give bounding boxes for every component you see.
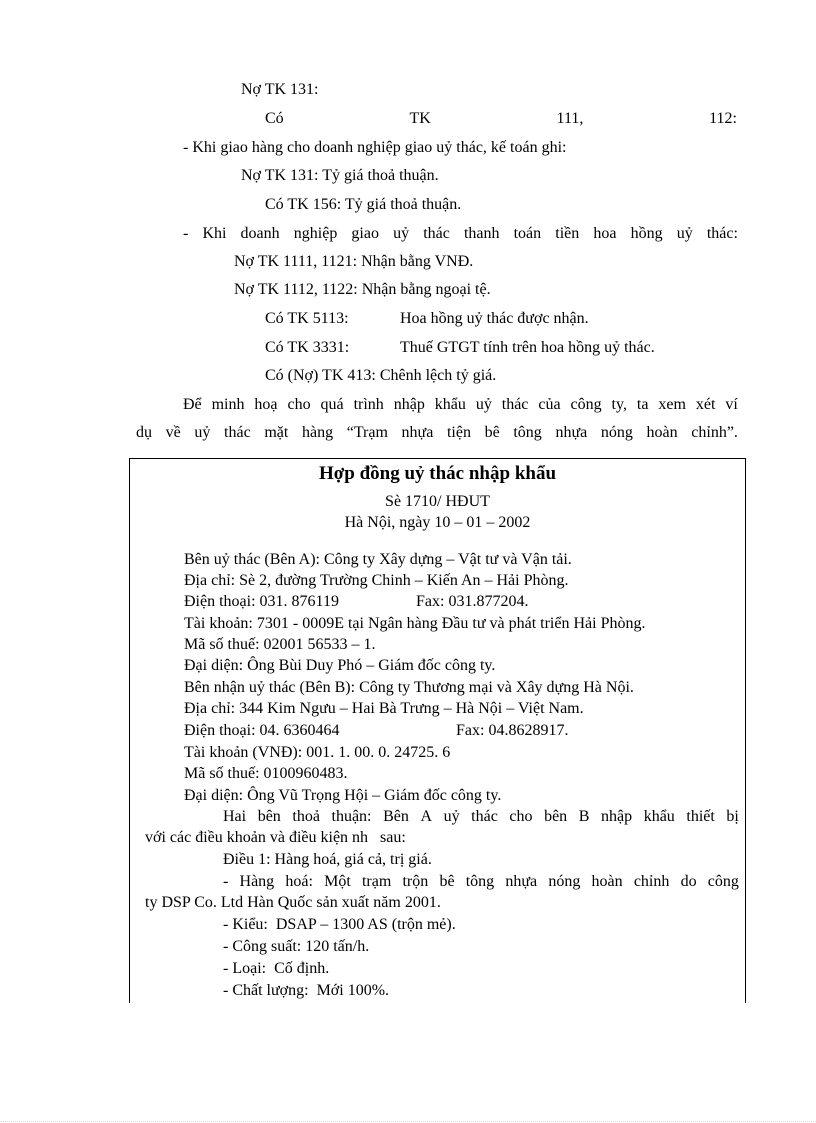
party-a-phone: Điện thoại: 031. 876119 — [184, 593, 339, 610]
entry-credit-5113-desc: Hoa hồng uỷ thác được nhận. — [400, 310, 589, 327]
word: do — [680, 873, 697, 890]
paragraph-intro-line1 — [183, 395, 738, 415]
entry-credit-111-112 — [265, 109, 737, 129]
word: dụ — [136, 424, 152, 441]
word: thác — [224, 424, 251, 441]
word: toán — [513, 225, 542, 242]
word: hoa — [593, 225, 617, 242]
word: thác — [423, 225, 450, 242]
party-b-rep: Đại diện: Ông Vũ Trọng Hội – Giám đốc công ty. — [184, 787, 502, 804]
word: thiết — [686, 808, 715, 825]
spec-type: - Loại: Cố định. — [223, 960, 330, 977]
contract-box — [129, 458, 746, 1003]
word: thác — [501, 396, 529, 413]
entry-debit-131: Nợ TK 131: — [241, 81, 319, 98]
word: chỉnh — [633, 873, 670, 890]
word: hoàn — [591, 873, 623, 890]
party-b-phone: Điện thoại: 04. 6360464 — [184, 722, 340, 739]
word: nóng — [548, 873, 581, 890]
entry-word: Có — [265, 110, 284, 127]
word: uỷ — [194, 424, 211, 441]
word: nhựa — [555, 424, 588, 441]
word: khẩu — [434, 396, 466, 413]
contract-number: Sè 1710/ HĐUT — [385, 493, 490, 510]
word: uỷ — [676, 225, 693, 242]
word: trình — [353, 396, 384, 413]
word: cho — [287, 396, 311, 413]
contract-place-date: Hà Nội, ngày 10 – 01 – 2002 — [344, 514, 531, 531]
word: công — [570, 396, 602, 413]
word: xét — [695, 396, 716, 413]
word: hồng — [630, 225, 663, 242]
word: bên — [544, 808, 568, 825]
agreement-line2: với các điều khoản và điều kiện nh sau: — [145, 829, 406, 846]
word: của — [538, 396, 561, 413]
party-b: Bên nhận uỷ thác (Bên B): Công ty Thương mại và Xây dựng Hà Nội. — [184, 679, 634, 696]
word: bê — [484, 424, 500, 441]
party-a-rep: Đại diện: Ông Bùi Duy Phó – Giám đốc công ty. — [184, 657, 496, 674]
word: - — [223, 873, 229, 890]
word: nhựa — [401, 424, 434, 441]
entry-word: TK — [409, 110, 431, 127]
spec-model: - Kiểu: DSAP – 1300 AS (trộn mẻ). — [223, 916, 456, 933]
word: Bên — [383, 808, 409, 825]
word: Một — [324, 873, 351, 890]
word: bị — [726, 808, 739, 825]
word: tông — [513, 424, 542, 441]
word: hoạ — [254, 396, 278, 413]
agreement-line1 — [223, 807, 739, 827]
entry-debit-1111-1121: Nợ TK 1111, 1121: Nhận bằng VNĐ. — [234, 253, 474, 270]
word: tông — [465, 873, 495, 890]
word: hoàn — [646, 424, 678, 441]
word: uỷ — [443, 808, 460, 825]
word: uỷ — [393, 225, 410, 242]
entry-debit-131-rate: Nợ TK 131: Tỷ giá thoả thuận. — [241, 167, 439, 184]
word: khẩu — [643, 808, 675, 825]
party-a-fax: Fax: 031.877204. — [416, 593, 529, 610]
word: mặt — [264, 424, 289, 441]
word: về — [165, 424, 181, 441]
word: bên — [257, 808, 281, 825]
word: minh — [211, 396, 245, 413]
party-b-tax: Mã số thuế: 0100960483. — [184, 765, 348, 782]
word: xem — [658, 396, 686, 413]
paragraph-intro-line2 — [136, 423, 738, 443]
word: thuận: — [331, 808, 372, 825]
word: thanh — [463, 225, 500, 242]
word: cho — [509, 808, 533, 825]
entry-credit-5113-code: Có TK 5113: — [265, 310, 349, 327]
word: nghiệp — [293, 225, 338, 242]
party-a-account: Tài khoản: 7301 - 0009E tại Ngân hàng Đầu tư và phát triển Hải Phòng. — [184, 615, 646, 632]
article-1-heading: Điều 1: Hàng hoá, giá cả, trị giá. — [223, 851, 432, 868]
entry-413: Có (Nợ) TK 413: Chênh lệch tỷ giá. — [265, 367, 497, 384]
party-b-account: Tài khoản (VNĐ): 001. 1. 00. 0. 24725. 6 — [184, 744, 451, 761]
word: Hàng — [239, 873, 275, 890]
word: quá — [320, 396, 344, 413]
party-a-address: Địa chỉ: Sè 2, đường Trường Chinh – Kiến An – Hải Phòng. — [184, 572, 569, 589]
word: - — [183, 225, 189, 242]
bullet-commission-payment — [183, 224, 738, 244]
word: thác — [471, 808, 498, 825]
goods-line1 — [223, 872, 739, 892]
word: A — [420, 808, 432, 825]
bullet-delivery: - Khi giao hàng cho doanh nghiệp giao uỷ thác, kế toán ghi: — [183, 139, 567, 156]
word: B — [578, 808, 590, 825]
party-b-fax: Fax: 04.8628917. — [456, 722, 569, 739]
contract-title: Hợp đồng uỷ thác nhập khẩu — [318, 463, 557, 484]
party-a: Bên uỷ thác (Bên A): Công ty Xây dựng – Vật tư và Vận tải. — [184, 551, 572, 568]
word: nhập — [393, 396, 425, 413]
page-bottom-rule — [0, 1121, 816, 1122]
word: chỉnh”. — [691, 424, 738, 441]
word: tiện — [446, 424, 471, 441]
word: trạm — [361, 873, 392, 890]
goods-line2: ty DSP Co. Ltd Hàn Quốc sản xuất năm 2001. — [145, 894, 441, 911]
word: công — [707, 873, 739, 890]
word: trộn — [402, 873, 429, 890]
word: nhựa — [505, 873, 538, 890]
word: ty, — [611, 396, 627, 413]
word: hoá: — [285, 873, 313, 890]
word: nhập — [601, 808, 633, 825]
word: thác: — [706, 225, 738, 242]
party-b-address: Địa chỉ: 344 Kim Ngưu – Hai Bà Trưng – Hà Nội – Việt Nam. — [184, 700, 584, 717]
word: hàng — [301, 424, 334, 441]
word: ta — [636, 396, 649, 413]
entry-word: 111, — [556, 110, 584, 127]
entry-debit-1112-1122: Nợ TK 1112, 1122: Nhận bằng ngoại tệ. — [234, 281, 491, 298]
word: Hai — [223, 808, 247, 825]
word: nóng — [600, 424, 633, 441]
spec-quality: - Chất lượng: Mới 100%. — [223, 982, 390, 999]
word: ví — [725, 396, 738, 413]
party-a-tax: Mã số thuế: 02001 56533 – 1. — [184, 636, 376, 653]
word: tiền — [555, 225, 580, 242]
word: “Trạm — [346, 424, 388, 441]
word: uỷ — [475, 396, 492, 413]
word: Khi — [202, 225, 227, 242]
word: giao — [351, 225, 379, 242]
entry-credit-156-rate: Có TK 156: Tỷ giá thoả thuận. — [265, 196, 462, 213]
entry-word: 112: — [709, 110, 737, 127]
word: bê — [439, 873, 455, 890]
entry-credit-3331-desc: Thuế GTGT tính trên hoa hồng uỷ thác. — [400, 339, 655, 356]
entry-credit-3331-code: Có TK 3331: — [265, 339, 350, 356]
spec-capacity: - Công suất: 120 tấn/h. — [223, 938, 370, 955]
word: thoả — [292, 808, 320, 825]
word: Để — [183, 396, 202, 413]
word: doanh — [240, 225, 280, 242]
